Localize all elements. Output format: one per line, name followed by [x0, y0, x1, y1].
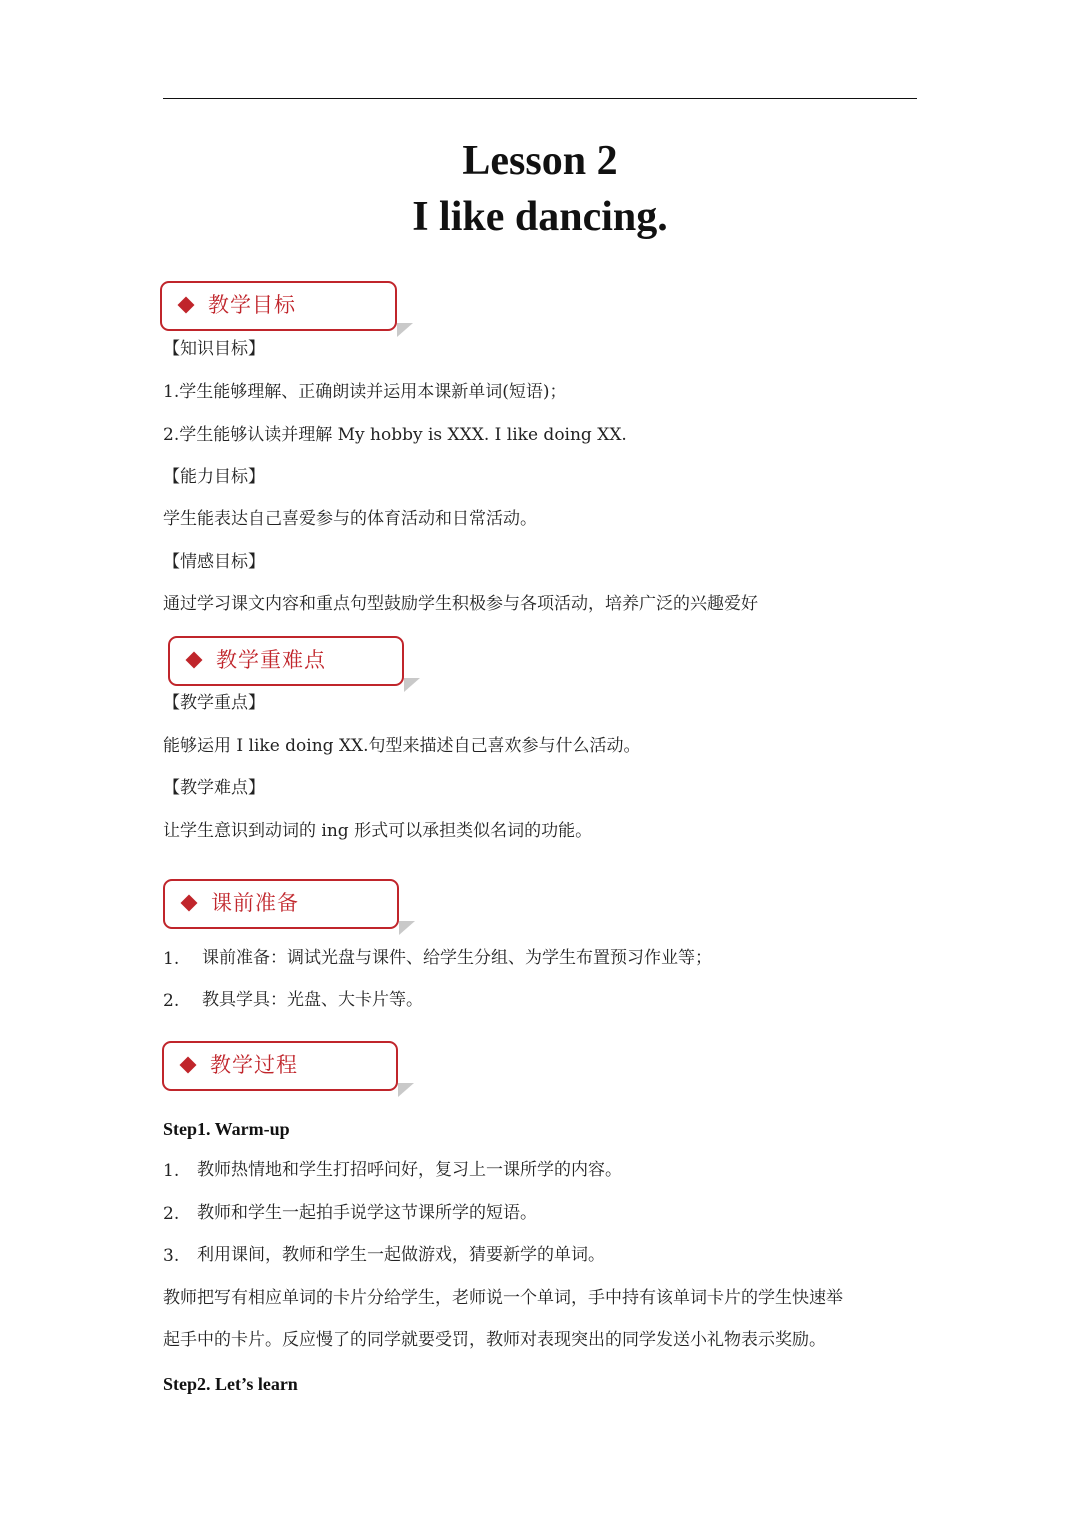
prep-item-2-text: 教具学具：光盘、大卡片等。 [202, 990, 423, 1010]
difficult-heading: 【教学难点】 [163, 778, 265, 798]
section-header-prep [163, 879, 399, 929]
step2-heading: Step2. Let’s learn [163, 1374, 298, 1394]
section-header-keypoints [168, 636, 404, 686]
process-item-2-num: 2. [163, 1204, 180, 1224]
difficult-item-1: 让学生意识到动词的 ing 形式可以承担类似名词的功能。 [163, 821, 593, 841]
process-item-1-text: 教师热情地和学生打招呼问好，复习上一课所学的内容。 [197, 1160, 622, 1180]
emotion-heading: 【情感目标】 [163, 552, 265, 572]
lesson-title: Lesson 2 [462, 138, 618, 184]
prep-item-1-num: 1. [163, 949, 180, 969]
section-title: 教学目标 [208, 293, 296, 317]
section-title: 课前准备 [211, 891, 299, 915]
process-paragraph-line-2: 起手中的卡片。反应慢了的同学就要受罚，教师对表现突出的同学发送小礼物表示奖励。 [163, 1330, 826, 1350]
section-title: 教学过程 [210, 1053, 298, 1077]
process-item-3-text: 利用课间，教师和学生一起做游戏，猜要新学的单词。 [197, 1245, 605, 1265]
knowledge-item-1: 1.学生能够理解、正确朗读并运用本课新单词(短语)； [163, 382, 567, 402]
process-paragraph-line-1: 教师把写有相应单词的卡片分给学生，老师说一个单词，手中持有该单词卡片的学生快速举 [163, 1288, 843, 1308]
knowledge-heading: 【知识目标】 [163, 339, 265, 359]
header-rule [163, 98, 917, 99]
emotion-item-1: 通过学习课文内容和重点句型鼓励学生积极参与各项活动，培养广泛的兴趣爱好 [163, 594, 758, 614]
section-header-process [162, 1041, 398, 1091]
ability-item-1: 学生能表达自己喜爱参与的体育活动和日常活动。 [163, 509, 537, 529]
lesson-subtitle: I like dancing. [412, 194, 668, 240]
section-title: 教学重难点 [216, 648, 326, 672]
process-item-2-text: 教师和学生一起拍手说学这节课所学的短语。 [197, 1203, 537, 1223]
ability-heading: 【能力目标】 [163, 467, 265, 487]
step1-heading: Step1. Warm-up [163, 1119, 290, 1139]
process-item-3-num: 3. [163, 1246, 180, 1266]
key-heading: 【教学重点】 [163, 693, 265, 713]
process-item-1-num: 1. [163, 1161, 180, 1181]
prep-item-1-text: 课前准备：调试光盘与课件、给学生分组、为学生布置预习作业等； [202, 948, 712, 968]
prep-item-2-num: 2. [163, 991, 180, 1011]
key-item-1: 能够运用 I like doing XX.句型来描述自己喜欢参与什么活动。 [163, 736, 641, 756]
knowledge-item-2: 2.学生能够认读并理解 My hobby is XXX. I like doing XX. [163, 425, 627, 445]
section-header-goals [160, 281, 397, 331]
